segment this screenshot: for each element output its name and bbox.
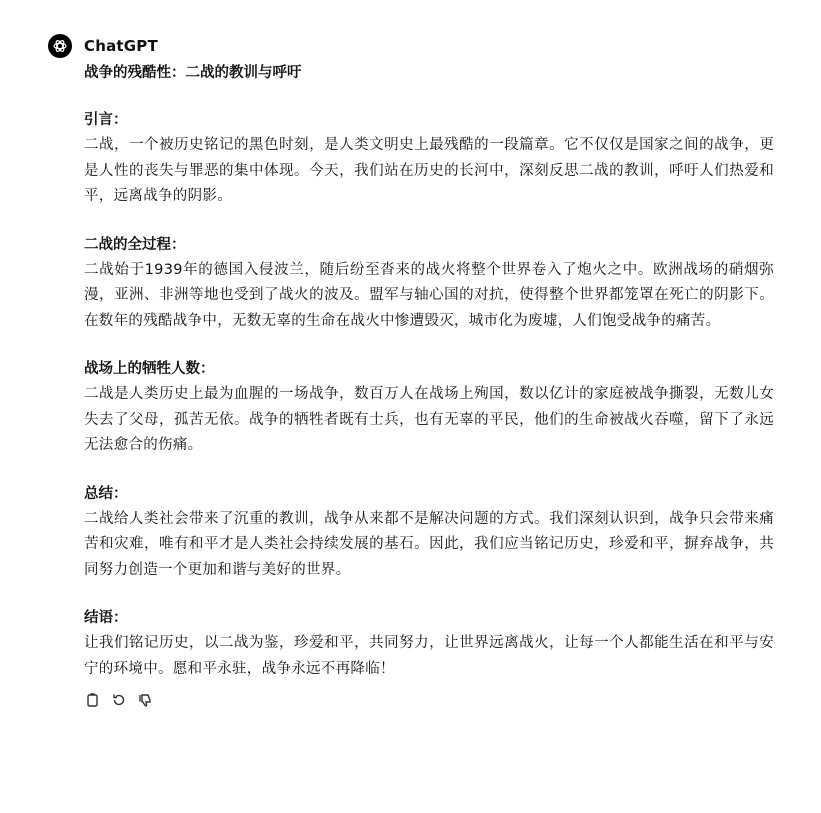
section-heading: 结语：: [84, 610, 128, 626]
regenerate-icon: [111, 692, 127, 712]
thumbs-down-button[interactable]: [136, 693, 154, 711]
section-heading: 引言：: [84, 112, 128, 128]
section-summary: [84, 481, 774, 584]
section-body: 二战始于1939年的德国入侵波兰，随后纷至沓来的战火将整个世界卷入了炮火之中。欧洲战场的硝烟弥漫，亚洲、非洲等地也受到了战火的波及。盟军与轴心国的对抗，使得整个世界都笼罩在死亡的阴影下。在数年的残酷战争中，无数无辜的生命在战火中惨遭毁灭，城市化为废墟，人们饱受战争的痛苦。: [84, 261, 774, 329]
assistant-message: [48, 32, 783, 712]
section-body: 二战是人类历史上最为血腥的一场战争，数百万人在战场上殉国，数以亿计的家庭被战争撕裂，无数儿女失去了父母，孤苦无依。战争的牺牲者既有士兵，也有无辜的平民，他们的生命被战火吞噬，留下了永远无法愈合的伤痛。: [84, 386, 774, 453]
section-full-process: [84, 232, 774, 335]
section-body: 让我们铭记历史，以二战为鉴，珍爱和平，共同努力，让世界远离战火，让每一个人都能生活在和平与安宁的环境中。愿和平永驻，战争永远不再降临！: [84, 635, 774, 677]
copy-button[interactable]: [84, 693, 102, 711]
section-body: 二战，一个被历史铭记的黑色时刻，是人类文明史上最残酷的一段篇章。它不仅仅是国家之间的战争，更是人性的丧失与罪恶的集中体现。今天，我们站在历史的长河中，深刻反思二战的教训，呼吁人们热爱和平，远离战争的阴影。: [84, 137, 774, 204]
section-conclusion: [84, 605, 774, 682]
openai-logo-icon: [48, 34, 72, 58]
message-content: [84, 61, 774, 712]
regenerate-button[interactable]: [110, 693, 128, 711]
section-heading: 总结：: [84, 485, 128, 502]
thumbs-down-icon: [137, 692, 153, 712]
sender-name: ChatGPT: [84, 37, 158, 55]
section-body: 二战给人类社会带来了沉重的教训，战争从来都不是解决问题的方式。我们深刻认识到，战争只会带来痛苦和灾难，唯有和平才是人类社会持续发展的基石。因此，我们应当铭记历史，珍爱和平，摒弃战争，共同努力创造一个更加和谐与美好的世界。: [84, 510, 774, 578]
section-casualties: [84, 356, 774, 459]
message-header: [48, 32, 783, 60]
copy-icon: [85, 692, 101, 712]
section-heading: 二战的全过程：: [84, 236, 186, 253]
section-introduction: [84, 107, 774, 210]
response-title: 战争的残酷性：二战的教训与呼吁: [84, 65, 302, 81]
message-actions: [84, 692, 774, 712]
section-heading: 战场上的牺牲人数：: [84, 361, 215, 377]
